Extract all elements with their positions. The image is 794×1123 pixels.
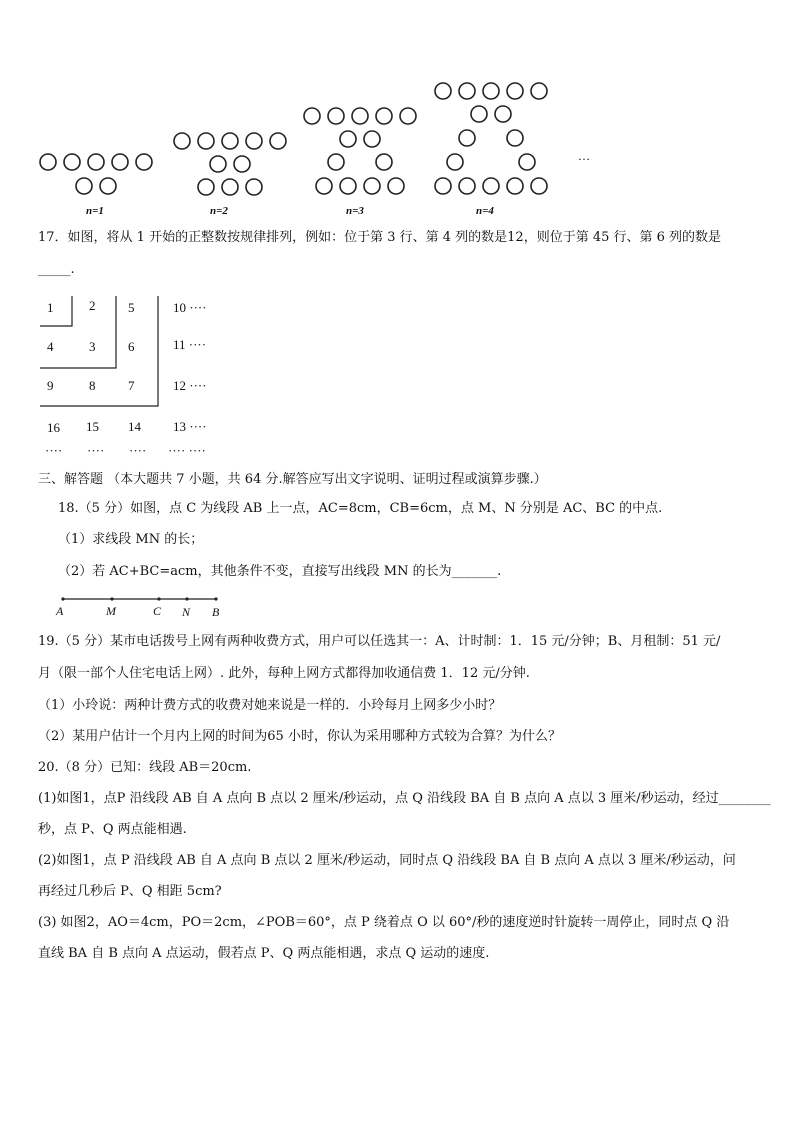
pattern-label-n3: n=3: [346, 205, 364, 217]
q20-part2-line1: (2)如图1，点 P 沿线段 AB 自 A 点向 B 点以 2 厘米/秒运动，同时点 Q 沿线段 BA 自 B 点向 A 点以 3 厘米/秒运动，问: [38, 853, 736, 868]
point-label-b: B: [212, 605, 220, 619]
pattern-ellipsis: …: [578, 149, 590, 163]
grid-cell: 11 ····: [173, 337, 207, 352]
q20-part3-line2: 直线 BA 自 B 点向 A 点运动，假若点 P、Q 两点能相遇，求点 Q 运动的速度.: [38, 946, 490, 961]
grid-cell: 15: [86, 419, 99, 434]
grid-cell: ····: [129, 443, 147, 458]
q20-part3-line1: (3) 如图2，AO＝4cm，PO＝2cm，∠POB＝60°，点 P 绕着点 O 以 60°/秒的速度逆时针旋转一周停止，同时点 Q 沿: [38, 915, 730, 930]
q19-part2: （2）某用户估计一个月内上网的时间为65 小时，你认为采用哪种方式较为合算？为什么？: [38, 729, 561, 744]
q17-text: [38, 230, 721, 246]
q17-blank: _____.: [38, 262, 75, 277]
point-label-c: C: [153, 604, 162, 618]
grid-cell: 13 ····: [173, 419, 207, 434]
grid-cell: 1: [47, 300, 54, 315]
q18-part2: （2）若 AC+BC=acm，其他条件不变，直接写出线段 MN 的长为_______.: [58, 564, 502, 579]
grid-cell: 12 ····: [173, 378, 207, 393]
q18-stem: 18.（5 分）如图，点 C 为线段 AB 上一点，AC=8cm，CB=6cm，点 M、N 分别是 AC、BC 的中点.: [58, 501, 663, 516]
pattern-n2: [174, 133, 286, 217]
grid-cell: 5: [128, 300, 135, 315]
q20-part1-line2: 秒，点 P、Q 两点能相遇.: [38, 822, 187, 837]
pattern-n4: [435, 83, 547, 217]
grid-cell: 7: [128, 378, 135, 393]
q18-part1: （1）求线段 MN 的长；: [58, 532, 204, 547]
point-label-m: M: [106, 604, 116, 618]
pattern-n3: [304, 108, 416, 217]
q19-line1: 19.（5 分）某市电话拨号上网有两种收费方式，用户可以任选其一：A、计时制：1．15 元/分钟；B、月租制：51 元/: [38, 634, 721, 649]
q17-stem: 17．如图，将从 1 开始的正整数按规律排列，例如：位于第 3 行、第 4 列的数是12，则位于第 45 行、第 6 列的数是: [38, 230, 722, 245]
circle-pattern-figure: [0, 70, 794, 230]
point-label-n: N: [182, 605, 191, 619]
grid-cell: ····: [87, 443, 105, 458]
grid-cell: 4: [47, 339, 54, 354]
q19-line2: 月（限一部个人住宅电话上网）. 此外，每种上网方式都得加收通信费 1．12 元/分钟.: [38, 666, 530, 681]
pattern-label-n1: n=1: [86, 205, 104, 217]
grid-cell: 8: [89, 378, 96, 393]
grid-cell: ····: [45, 443, 63, 458]
grid-cell: 10 ····: [173, 300, 207, 315]
q20-part1-line1: (1)如图1，点P 沿线段 AB 自 A 点向 B 点以 2 厘米/秒运动，点 Q 沿线段 BA 自 B 点向 A 点以 3 厘米/秒运动，经过________: [38, 791, 771, 806]
point-label-a: A: [56, 604, 64, 618]
q20-part2-line2: 再经过几秒后 P、Q 相距 5cm?: [38, 884, 222, 899]
section-title: 三、解答题 （本大题共 7 小题，共 64 分.解答应写出文字说明、证明过程或演算步骤.）: [38, 472, 547, 487]
pattern-label-n2: n=2: [210, 205, 228, 217]
grid-cell: 16: [47, 420, 60, 435]
number-grid-figure: [30, 292, 270, 462]
grid-cell: 9: [47, 378, 54, 393]
grid-cell: 14: [128, 419, 141, 434]
segment-figure: [50, 590, 240, 622]
grid-cell: 2: [89, 298, 96, 313]
pattern-label-n4: n=4: [476, 205, 494, 217]
grid-cell: 6: [128, 339, 135, 354]
grid-cell: ···· ····: [168, 443, 206, 458]
q19-part1: （1）小玲说：两种计费方式的收费对她来说是一样的．小玲每月上网多少小时？: [38, 698, 502, 713]
grid-cell: 3: [89, 339, 96, 354]
q20-stem: 20.（8 分）已知：线段 AB＝20cm.: [38, 760, 252, 775]
pattern-n1: [40, 154, 152, 217]
